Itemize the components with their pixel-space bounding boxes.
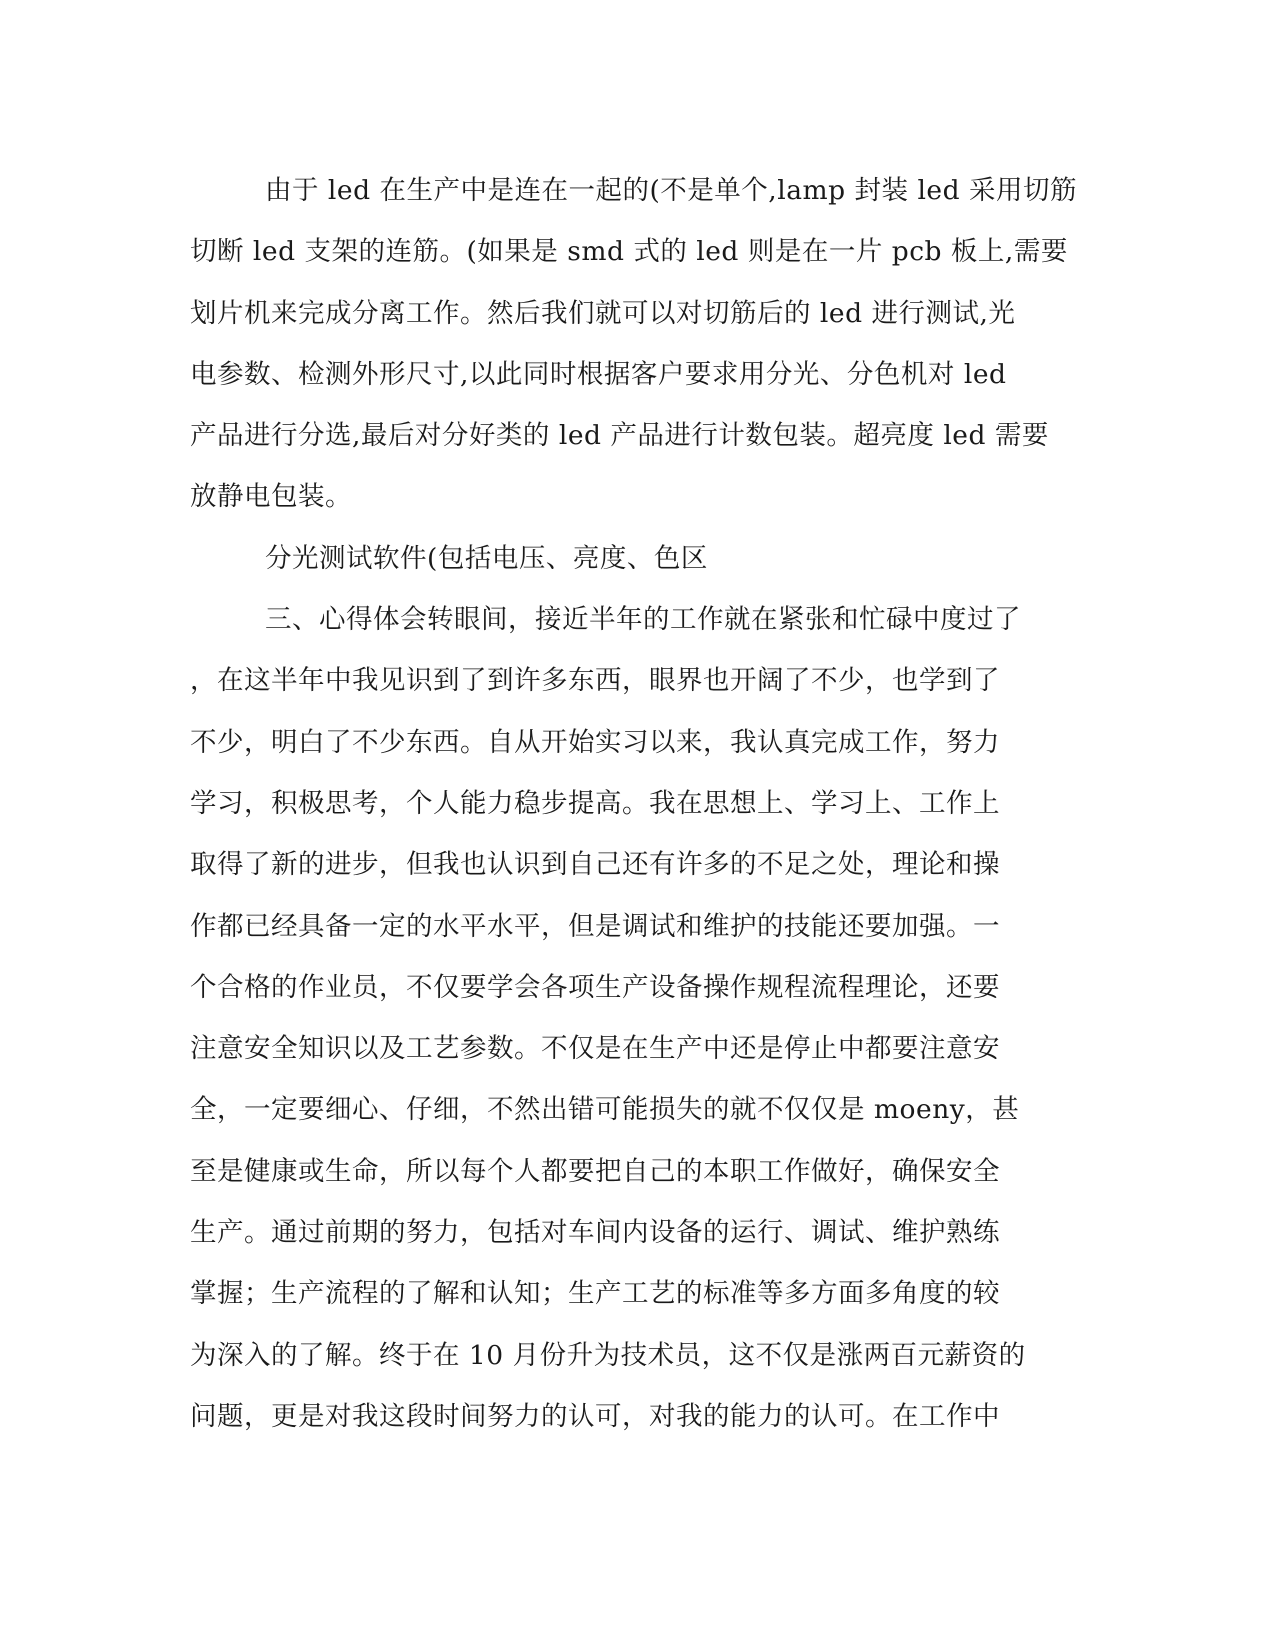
- text-line: 由于 led 在生产中是连在一起的(不是单个,lamp 封装 led 采用切筋: [265, 175, 1077, 206]
- text-line: 注意安全知识以及工艺参数。不仅是在生产中还是停止中都要注意安: [190, 1033, 1000, 1065]
- text-line: 生产。通过前期的努力，包括对车间内设备的运行、调试、维护熟练: [190, 1217, 1000, 1249]
- text-line: 不少，明白了不少东西。自从开始实习以来，我认真完成工作，努力: [190, 726, 1000, 758]
- text-line: 切断 led 支架的连筋。(如果是 smd 式的 led 则是在一片 pcb 板上,需要: [190, 236, 1068, 268]
- text-line: 问题，更是对我这段时间努力的认可，对我的能力的认可。在工作中: [190, 1400, 1000, 1432]
- text-line: 全，一定要细心、仔细，不然出错可能损失的就不仅仅是 moeny，甚: [190, 1094, 1020, 1126]
- text-line: 至是健康或生命，所以每个人都要把自己的本职工作做好，确保安全: [190, 1155, 1000, 1187]
- text-line: 为深入的了解。终于在 10 月份升为技术员，这不仅是涨两百元薪资的: [190, 1339, 1026, 1371]
- text-line: 取得了新的进步，但我也认识到自己还有许多的不足之处，理论和操: [190, 849, 1000, 881]
- text-line: 划片机来完成分离工作。然后我们就可以对切筋后的 led 进行测试,光: [190, 297, 1016, 329]
- text-line: 电参数、检测外形尺寸,以此同时根据客户要求用分光、分色机对 led: [190, 358, 1007, 390]
- text-line: 放静电包装。: [190, 481, 352, 513]
- document-body: [190, 160, 1080, 1447]
- text-line: 掌握；生产流程的了解和认知；生产工艺的标准等多方面多角度的较: [190, 1278, 1000, 1310]
- text-line: 个合格的作业员，不仅要学会各项生产设备操作规程流程理论，还要: [190, 971, 1000, 1003]
- text-line: 产品进行分选,最后对分好类的 led 产品进行计数包装。超亮度 led 需要: [190, 420, 1049, 452]
- text-line: 作都已经具备一定的水平水平，但是调试和维护的技能还要加强。一: [190, 910, 1000, 942]
- text-line: 学习，积极思考，个人能力稳步提高。我在思想上、学习上、工作上: [190, 787, 1000, 819]
- text-line: 分光测试软件(包括电压、亮度、色区: [265, 542, 708, 574]
- text-line: ，在这半年中我见识到了到许多东西，眼界也开阔了不少，也学到了: [190, 665, 1000, 697]
- text-line: 三、心得体会转眼间，接近半年的工作就在紧张和忙碌中度过了: [265, 604, 1021, 636]
